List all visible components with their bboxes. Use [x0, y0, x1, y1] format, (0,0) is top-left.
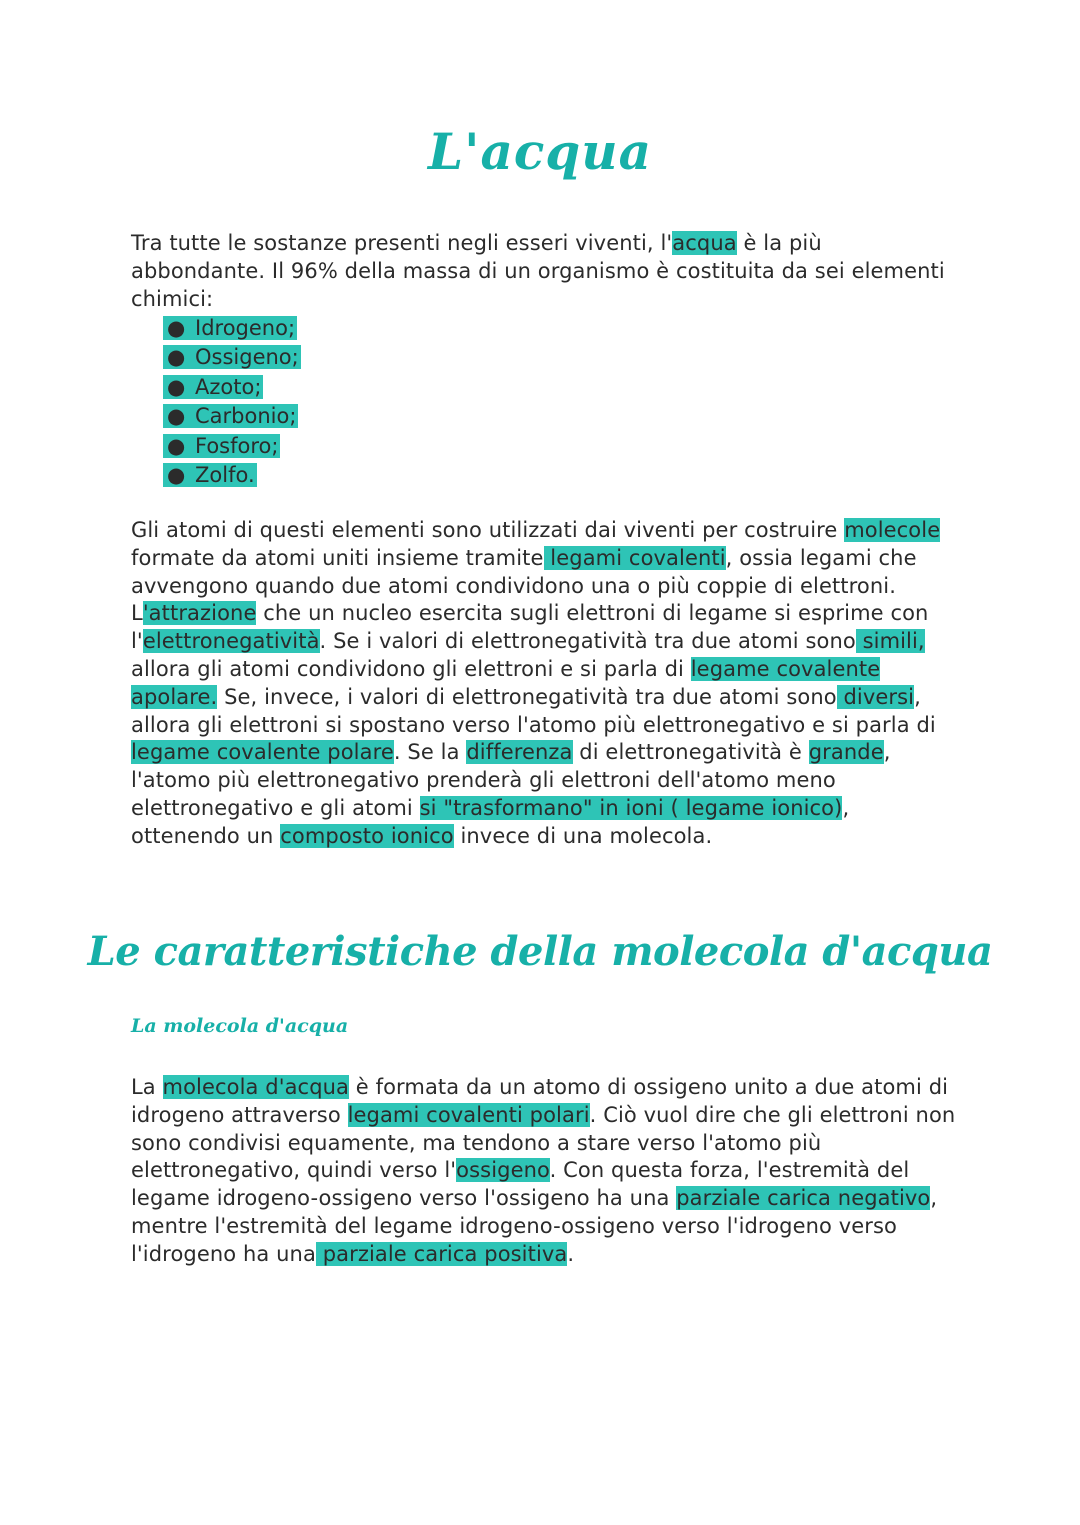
highlight-span [163, 404, 298, 428]
highlight-span: legame covalente apolare. [131, 656, 881, 709]
section-heading: Le caratteristiche della molecola d'acqua [87, 928, 993, 975]
highlight-span: elettronegatività [142, 629, 320, 654]
list-item [163, 432, 301, 461]
text-span: di elettronegatività è [572, 740, 809, 765]
list-item [163, 461, 301, 490]
highlight-span: 'attrazione [142, 601, 257, 626]
list-item-label: Fosforo; [195, 433, 279, 458]
text-span: . Ciò vuol dire che gli elettroni non sono condivisi equamente, ma tendono a stare verso l'atomo più elettronegativo, quindi verso l' [131, 1102, 956, 1183]
highlight-span: legami covalenti [543, 545, 726, 570]
text-span: è la più abbondante. Il 96% della massa di un organismo è costituita da sei elementi chimici: [131, 231, 945, 311]
bullet-icon: ● [167, 374, 186, 399]
text-span: formate da atomi uniti insieme tramite [131, 545, 544, 570]
text-span: che un nucleo esercita sugli elettroni di legame si esprime con l' [131, 601, 929, 654]
text-span: Tra tutte le sostanze presenti negli esseri viventi, l' [131, 231, 673, 255]
highlight-span: composto ionico [280, 823, 454, 848]
text-span: . Se la [393, 740, 467, 765]
text-span: , mentre l'estremità del legame idrogeno-ossigeno verso l'idrogeno verso l'idrogeno ha una [131, 1186, 938, 1266]
bullet-icon: ● [167, 404, 186, 429]
highlight-span [163, 434, 280, 458]
text-span: , allora gli elettroni si spostano verso l'atomo più elettronegativo e si parla di [131, 684, 936, 737]
page-title: L'acqua [427, 122, 653, 181]
list-item-label: Ossigeno; [195, 345, 299, 370]
highlight-span: simili, [855, 629, 925, 654]
highlight-span: parziale carica negativo [676, 1186, 931, 1211]
highlight-span: molecole [844, 518, 941, 542]
highlight-span: legami covalenti polari [347, 1102, 590, 1127]
text-span: allora gli atomi condividono gli elettroni e si parla di [131, 656, 691, 681]
atoms-paragraph [131, 517, 961, 851]
text-span: è formata da un atomo di ossigeno unito a due atomi di idrogeno attraverso [131, 1075, 949, 1127]
text-span: , l'atomo più elettronegativo prenderà gli elettroni dell'atomo meno elettronegativo e gli atomi [131, 740, 891, 820]
highlight-span: legame covalente polare [131, 740, 394, 765]
list-item-label: Zolfo. [195, 463, 255, 488]
text-span: invece di una molecola. [453, 823, 713, 848]
text-span: Se, invece, i valori di elettronegatività tra due atomi sono [217, 684, 837, 709]
highlight-span: parziale carica positiva [315, 1241, 568, 1266]
highlight-span: differenza [466, 740, 573, 765]
highlight-span [163, 375, 263, 399]
list-item [163, 314, 301, 343]
list-item-label: Idrogeno; [195, 316, 296, 340]
highlight-span: acqua [672, 231, 737, 255]
highlight-span [163, 345, 301, 369]
elements-list [163, 314, 301, 490]
highlight-span: grande [808, 740, 884, 765]
highlight-span: ossigeno [456, 1158, 550, 1183]
text-span: La [131, 1075, 163, 1099]
bullet-icon: ● [167, 433, 186, 458]
highlight-span: molecola d'acqua [162, 1075, 350, 1099]
highlight-span [163, 463, 257, 487]
list-item-label: Azoto; [195, 374, 262, 399]
subsection-heading: La molecola d'acqua [131, 1015, 349, 1037]
intro-paragraph [131, 230, 961, 313]
list-item-label: Carbonio; [195, 404, 297, 429]
bullet-icon: ● [167, 463, 186, 488]
text-span: . Se i valori di elettronegatività tra due atomi sono [319, 629, 856, 654]
list-item [163, 373, 301, 402]
water-molecule-paragraph [131, 1074, 961, 1269]
list-item [163, 402, 301, 431]
highlight-span [163, 316, 297, 340]
bullet-icon: ● [167, 345, 186, 370]
highlight-span: si "trasformano" in ioni ( legame ionico) [419, 795, 843, 820]
text-span: . [567, 1241, 575, 1266]
highlight-span: diversi [836, 684, 915, 709]
bullet-icon: ● [167, 316, 186, 340]
text-span: . Con questa forza, l'estremità del legame idrogeno-ossigeno verso l'ossigeno ha una [131, 1158, 910, 1211]
list-item [163, 343, 301, 372]
text-span: , ossia legami che avvengono quando due atomi condividono una o più coppie di elettroni. L [131, 545, 917, 626]
text-span: , ottenendo un [131, 795, 850, 848]
text-span: Gli atomi di questi elementi sono utilizzati dai viventi per costruire [131, 518, 845, 542]
